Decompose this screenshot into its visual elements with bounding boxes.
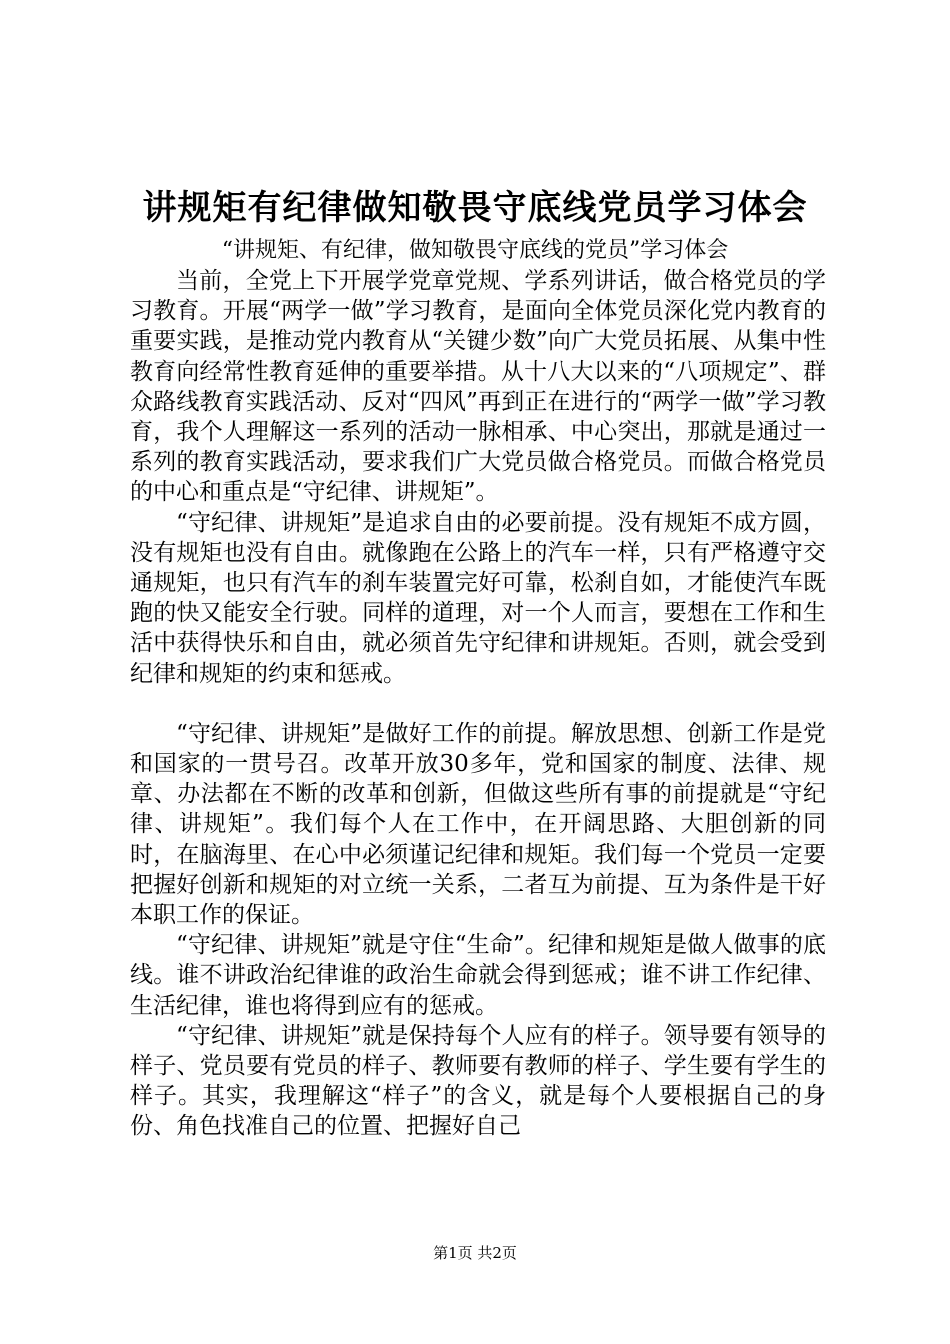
paragraph-4: “守纪律、讲规矩”就是守住“生命”。纪律和规矩是做人做事的底线。谁不讲政治纪律谁的政治生命就会得到惩戒；谁不讲工作纪律、生活纪律，谁也将得到应有的惩戒。	[130, 932, 826, 1019]
paragraph-spacer	[130, 689, 826, 719]
document-title: 讲规矩有纪律做知敬畏守底线党员学习体会	[142, 188, 808, 228]
document-subtitle: “讲规矩、有纪律，做知敬畏守底线的党员”学习体会	[221, 238, 729, 263]
paragraph-2: “守纪律、讲规矩”是追求自由的必要前提。没有规矩不成方圆，没有规矩也没有自由。就像跑在公路上的汽车一样，只有严格遵守交通规矩，也只有汽车的刹车装置完好可靠，松刹自如，才能使汽车既跑的快又能安全行驶。同样的道理，对一个人而言，要想在工作和生活中获得快乐和自由，就必须首先守纪律和讲规矩。否则，就会受到纪律和规矩的约束和惩戒。	[130, 509, 826, 687]
page-footer: 第1页 共2页	[433, 1244, 517, 1262]
paragraph-3: “守纪律、讲规矩”是做好工作的前提。解放思想、创新工作是党和国家的一贯号召。改革开放30多年，党和国家的制度、法律、规章、办法都在不断的改革和创新，但做这些所有事的前提就是“守纪律、讲规矩”。我们每个人在工作中，在开阔思路、大胆创新的同时，在脑海里、在心中必须谨记纪律和规矩。我们每一个党员一定要把握好创新和规矩的对立统一关系，二者互为前提、互为条件是干好本职工作的保证。	[130, 720, 826, 929]
paragraph-1: 当前，全党上下开展学党章党规、学系列讲话，做合格党员的学习教育。开展“两学一做”学习教育，是面向全体党员深化党内教育的重要实践，是推动党内教育从“关键少数”向广大党员拓展、从集中性教育向经常性教育延伸的重要举措。从十八大以来的“八项规定”、群众路线教育实践活动、反对“四风”再到正在进行的“两学一做”学习教育，我个人理解这一系列的活动一脉相承、中心突出，那就是通过一系列的教育实践活动，要求我们广大党员做合格党员。而做合格党员的中心和重点是“守纪律、讲规矩”。	[130, 268, 826, 506]
paragraph-5: “守纪律、讲规矩”就是保持每个人应有的样子。领导要有领导的样子、党员要有党员的样子、教师要有教师的样子、学生要有学生的样子。其实，我理解这“样子”的含义，就是每个人要根据自己的身份、角色找准自己的位置、把握好自己	[130, 1022, 826, 1140]
document-body	[130, 266, 826, 1142]
